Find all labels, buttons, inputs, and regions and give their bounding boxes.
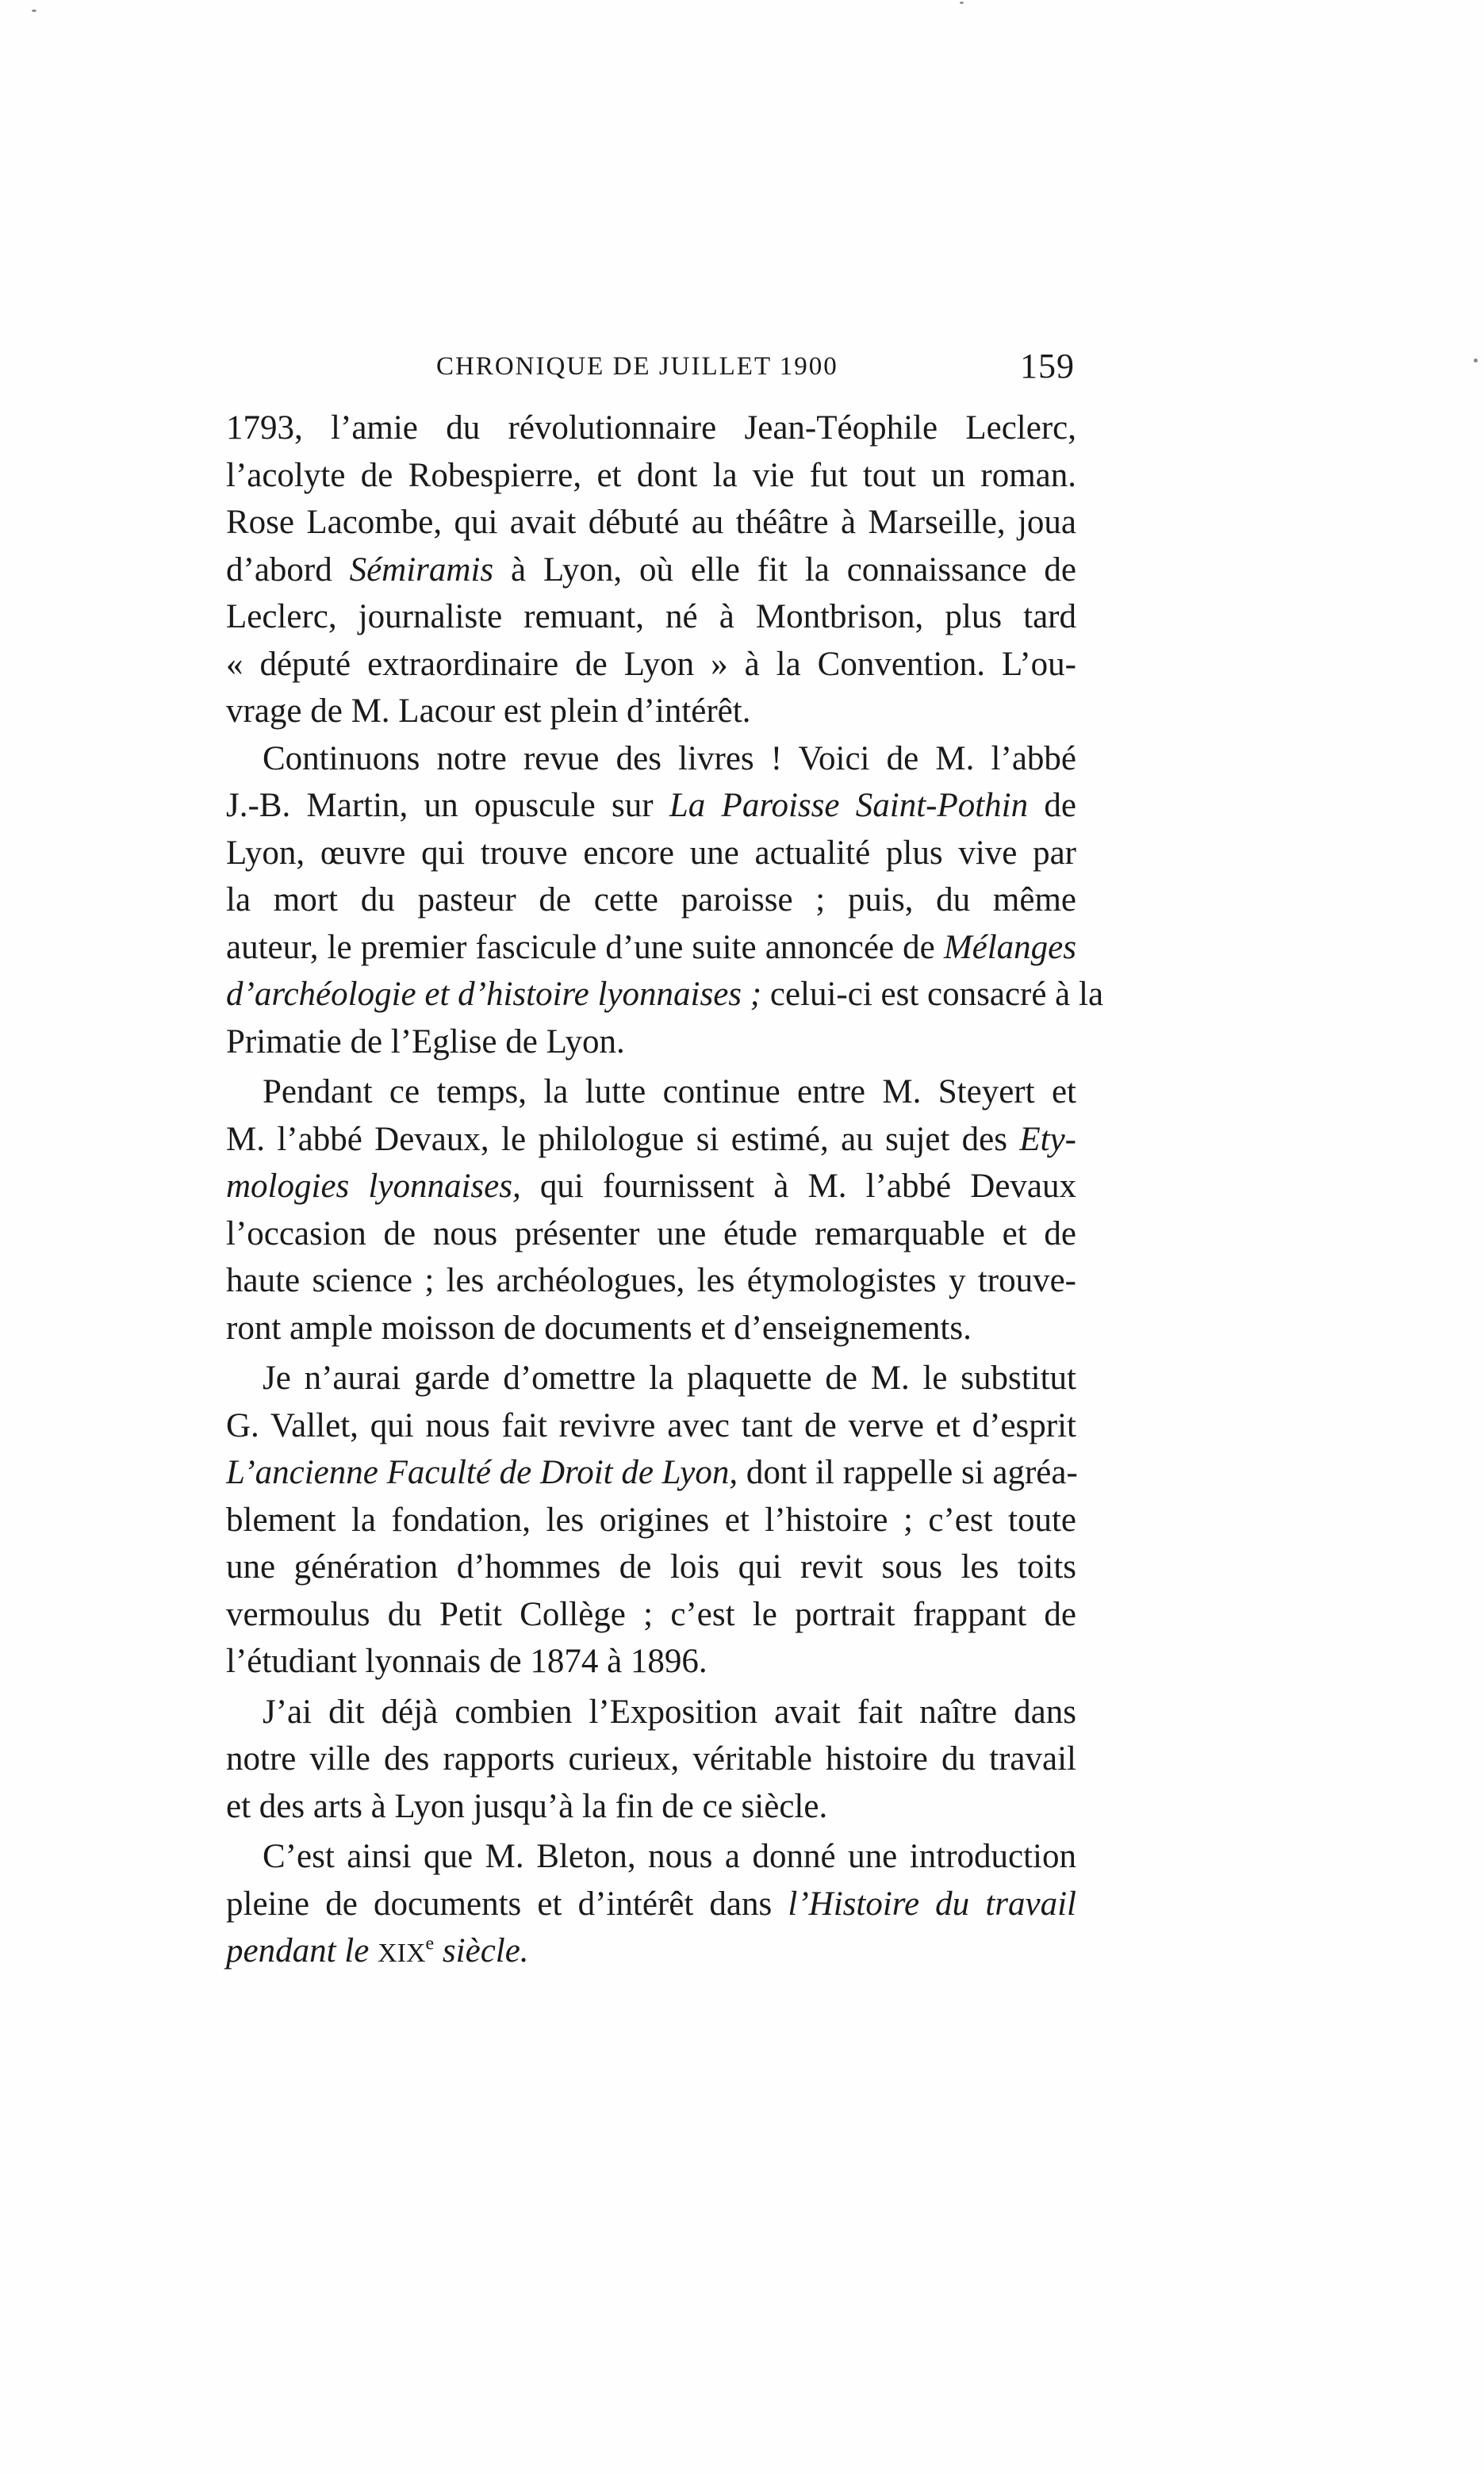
text-line xyxy=(226,782,1076,830)
text-span: G. Vallet, qui nous fait revivre avec tant de verve et d’esprit xyxy=(226,1406,1076,1444)
text-span: C’est ainsi que M. Bleton, nous a donné une introduction xyxy=(263,1838,1076,1875)
text-span: pleine de documents et d’intérêt dans xyxy=(226,1885,788,1923)
text-line xyxy=(226,452,1076,500)
italic-title: Ety- xyxy=(1019,1120,1076,1158)
text-line xyxy=(226,1927,1076,1975)
roman-numeral: XIX xyxy=(378,1939,426,1968)
text-line xyxy=(226,1018,1076,1066)
text-span: vermoulus du Petit Collège ; c’est le portrait frappant de xyxy=(226,1595,1076,1633)
text-line xyxy=(226,1689,1076,1736)
text-line xyxy=(226,1257,1076,1305)
text-span: à Lyon, où elle fit la connaissance de xyxy=(493,550,1076,589)
text-line xyxy=(226,1591,1076,1639)
text-line xyxy=(226,1638,1076,1686)
text-span: 1793, l’amie du révolutionnaire Jean-Téophile Leclerc, xyxy=(226,409,1076,447)
text-line xyxy=(226,876,1076,924)
text-span: Leclerc, journaliste remuant, né à Montbrison, plus tard xyxy=(226,598,1076,635)
paper-speck xyxy=(32,10,36,12)
text-span: Continuons notre revue des livres ! Voici de M. l’abbé xyxy=(263,739,1076,777)
italic-title: d’archéologie et d’histoire lyonnaises ; xyxy=(226,976,762,1013)
text-line xyxy=(226,1355,1076,1402)
text-line xyxy=(226,1497,1076,1544)
text-line xyxy=(226,1736,1076,1783)
text-line xyxy=(226,1402,1076,1450)
text-span: l’occasion de nous présenter une étude remarquable et de xyxy=(226,1214,1076,1252)
text-span: d’abord xyxy=(226,550,350,589)
text-line xyxy=(226,1783,1076,1831)
text-span: Lyon, œuvre qui trouve encore une actualité plus vive par xyxy=(226,834,1076,872)
italic-title: La Paroisse Saint-Pothin xyxy=(669,787,1029,824)
text-span: l’étudiant lyonnais de 1874 à 1896. xyxy=(226,1643,707,1680)
text-span: qui fournissent à M. l’abbé Devaux xyxy=(520,1168,1076,1205)
text-span: Pendant ce temps, la lutte continue entre M. Steyert et xyxy=(263,1073,1076,1110)
page-number: 159 xyxy=(1020,347,1075,385)
text-line xyxy=(226,924,1076,972)
superscript: e xyxy=(425,1933,435,1954)
text-line xyxy=(226,405,1076,452)
text-span: J’ai dit déjà combien l’Exposition avait fait naître dans xyxy=(263,1693,1076,1731)
italic-title: l’Histoire du travail xyxy=(788,1885,1076,1923)
italic-title: Sémiramis xyxy=(349,550,494,589)
text-line xyxy=(226,735,1076,783)
text-span: une génération d’hommes de lois qui revit sous les toits xyxy=(226,1548,1076,1586)
text-span: celui-ci est consacré à la xyxy=(761,976,1104,1013)
text-span: la mort du pasteur de cette paroisse ; puis, du même xyxy=(226,881,1076,919)
text-span: auteur, le premier fascicule d’une suite annoncée de xyxy=(226,928,944,966)
text-span: « député extraordinaire de Lyon » à la Convention. L’ou- xyxy=(226,645,1076,683)
text-line xyxy=(226,971,1104,1018)
paper-speck xyxy=(960,2,964,4)
italic-title: siècle. xyxy=(434,1932,529,1970)
text-span: Je n’aurai garde d’omettre la plaquette de M. le substitut xyxy=(263,1360,1076,1397)
text-span: haute science ; les archéologues, les étymologistes y trouve- xyxy=(226,1262,1076,1299)
text-span: Primatie de l’Eglise de Lyon. xyxy=(226,1022,625,1061)
text-span: J.-B. Martin, un opuscule sur xyxy=(226,787,669,824)
italic-title: L’ancienne Faculté de Droit de Lyon, xyxy=(226,1454,738,1491)
italic-title: pendant le xyxy=(226,1932,378,1970)
text-span: vrage de M. Lacour est plein d’intérêt. xyxy=(226,692,751,730)
text-line xyxy=(226,1544,1076,1591)
italic-title: mologies lyonnaises, xyxy=(226,1168,521,1205)
text-line xyxy=(226,1068,1076,1116)
text-span: notre ville des rapports curieux, véritable histoire du travail xyxy=(226,1740,1076,1778)
text-line xyxy=(226,1833,1076,1881)
text-line xyxy=(226,593,1076,641)
text-line xyxy=(226,1210,1076,1258)
text-line xyxy=(226,1305,1076,1352)
text-line xyxy=(226,1881,1076,1928)
italic-title: Mélanges xyxy=(943,928,1076,966)
text-span: M. l’abbé Devaux, le philologue si estimé, au sujet des xyxy=(226,1120,1020,1158)
text-line xyxy=(226,547,1076,594)
text-span: l’acolyte de Robespierre, et dont la vie fut tout un roman. xyxy=(226,456,1076,494)
text-span: blement la fondation, les origines et l’histoire ; c’est toute xyxy=(226,1501,1076,1539)
text-line xyxy=(226,1163,1076,1210)
running-header xyxy=(226,346,1075,393)
body-text xyxy=(226,405,1104,1975)
text-line xyxy=(226,830,1076,877)
text-span: Rose Lacombe, qui avait débuté au théâtre à Marseille, joua xyxy=(226,504,1076,541)
text-span: et des arts à Lyon jusqu’à la fin de ce siècle. xyxy=(226,1787,828,1825)
text-line xyxy=(226,688,1076,735)
text-span: ront ample moisson de documents et d’enseignements. xyxy=(226,1309,972,1347)
text-line xyxy=(226,1449,1076,1497)
paper-speck xyxy=(1474,359,1478,362)
text-span: de xyxy=(1028,787,1076,824)
text-line xyxy=(226,499,1076,547)
text-line xyxy=(226,1116,1076,1164)
text-line xyxy=(226,641,1076,689)
text-span: dont il rappelle si agréa- xyxy=(738,1454,1078,1491)
running-title: CHRONIQUE DE JUILLET 1900 xyxy=(436,352,838,381)
